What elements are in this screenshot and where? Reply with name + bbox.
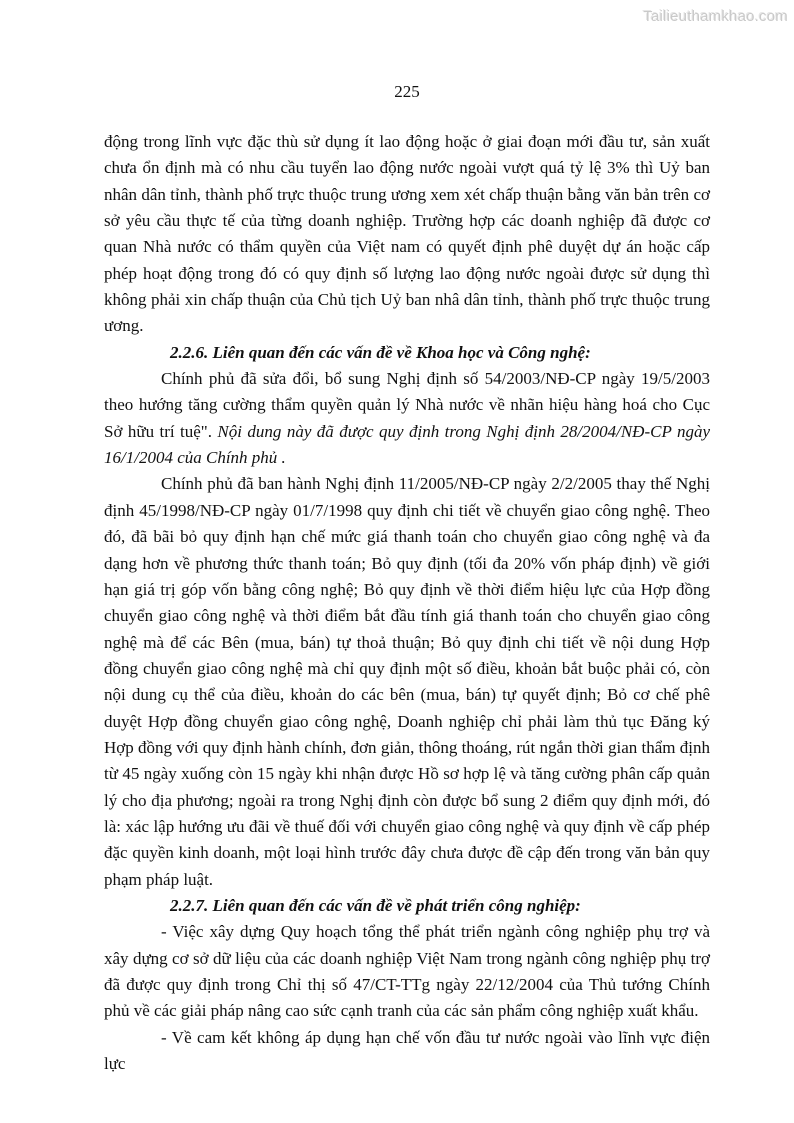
paragraph bbox=[104, 919, 710, 1024]
paragraph bbox=[104, 366, 710, 471]
text-segment: Nội dung này đã được quy định trong Nghị định 28/2004/NĐ-CP ngày 16/1/2004 của Chính phủ . bbox=[104, 421, 710, 468]
watermark: Tailieuthamkhao.com bbox=[643, 8, 788, 25]
text-segment: - Việc xây dựng Quy hoạch tổng thể phát triển ngành công nghiệp phụ trợ và xây dựng cơ sở dữ liệu của các doanh nghiệp Việt Nam trong ngành công nghiệp phụ trợ đã được quy định trong Chỉ thị số 47/CT-TTg ngày 22/12/2004 của Thủ tướng Chính phủ về các giải pháp nâng cao sức cạnh tranh của các sản phẩm công nghiệp xuất khẩu. bbox=[104, 922, 710, 1021]
text-segment: - Về cam kết không áp dụng hạn chế vốn đầu tư nước ngoài vào lĩnh vực điện lực bbox=[104, 1027, 710, 1074]
paragraph bbox=[104, 471, 710, 893]
paragraph bbox=[104, 129, 710, 340]
text-body bbox=[104, 129, 710, 1077]
text-segment: động trong lĩnh vực đặc thù sử dụng ít lao động hoặc ở giai đoạn mới đầu tư, sản xuất chưa ổn định mà có nhu cầu tuyển lao động nước ngoài vượt quá tỷ lệ 3% thì Uỷ ban nhân dân tỉnh, thành phố trực thuộc trung ương xem xét chấp thuận bằng văn bản trên cơ sở yêu cầu thực tế của từng doanh nghiệp. Trường hợp các doanh nghiệp đã được cơ quan Nhà nước có thẩm quyền của Việt nam có quyết định phê duyệt dự án hoặc cấp phép hoạt động trong đó có quy định số lượng lao động nước ngoài được sử dụng thì không phải xin chấp thuận của Chủ tịch Uỷ ban nhâ dân tỉnh, thành phố trực thuộc trung ương. bbox=[104, 132, 710, 336]
paragraph bbox=[104, 1025, 710, 1078]
text-segment: 2.2.6. Liên quan đến các vấn đề về Khoa học và Công nghệ: bbox=[170, 342, 591, 362]
text-segment: Chính phủ đã ban hành Nghị định 11/2005/NĐ-CP ngày 2/2/2005 thay thế Nghị định 45/1998/NĐ-CP ngày 01/7/1998 quy định chi tiết về chuyển giao công nghệ. Theo đó, đã bãi bỏ quy định hạn chế mức giá thanh toán cho chuyển giao công nghệ và đa dạng hơn về phương thức thanh toán; Bỏ quy định (tối đa 20% vốn pháp định) về giới hạn giá trị góp vốn bằng công nghệ; Bỏ quy định về thời điểm hiệu lực của Hợp đồng chuyển giao công nghệ và thời điểm bắt đầu tính giá thanh toán cho chuyển giao công nghệ mà để các Bên (mua, bán) tự thoả thuận; Bỏ quy định chi tiết về nội dung Hợp đồng chuyển giao công nghệ mà chỉ quy định một số điều, khoản bắt buộc phải có, còn nội dung cụ thể của điều, khoản do các bên (mua, bán) tự quyết định; Bỏ cơ chế phê duyệt Hợp đồng chuyển giao công nghệ, Doanh nghiệp chỉ phải làm thủ tục Đăng ký Hợp đồng với quy định hành chính, đơn giản, thông thoáng, rút ngắn thời gian thẩm định từ 45 ngày xuống còn 15 ngày khi nhận được Hồ sơ hợp lệ và tăng cường phân cấp quản lý cho địa phương; ngoài ra trong Nghị định còn được bổ sung 2 điểm quy định mới, đó là: xác lập hướng ưu đãi về thuế đối với chuyển giao công nghệ và quy định về cấp phép đặc quyền kinh doanh, một loại hình trước đây chưa được đề cập đến trong văn bản quy phạm pháp luật. bbox=[104, 474, 710, 889]
page-number: 225 bbox=[394, 82, 420, 101]
text-segment: Chính phủ đã sửa đổi, bổ sung Nghị định số 54/2003/NĐ-CP ngày 19/5/2003 theo hướng tăng cường thẩm quyền quản lý Nhà nước về nhãn hiệu hàng hoá cho Cục Sở hữu trí tuệ". bbox=[104, 369, 710, 441]
section-heading bbox=[104, 340, 710, 366]
section-heading bbox=[104, 893, 710, 919]
text-segment: 2.2.7. Liên quan đến các vấn đề về phát triển công nghiệp: bbox=[170, 895, 581, 915]
